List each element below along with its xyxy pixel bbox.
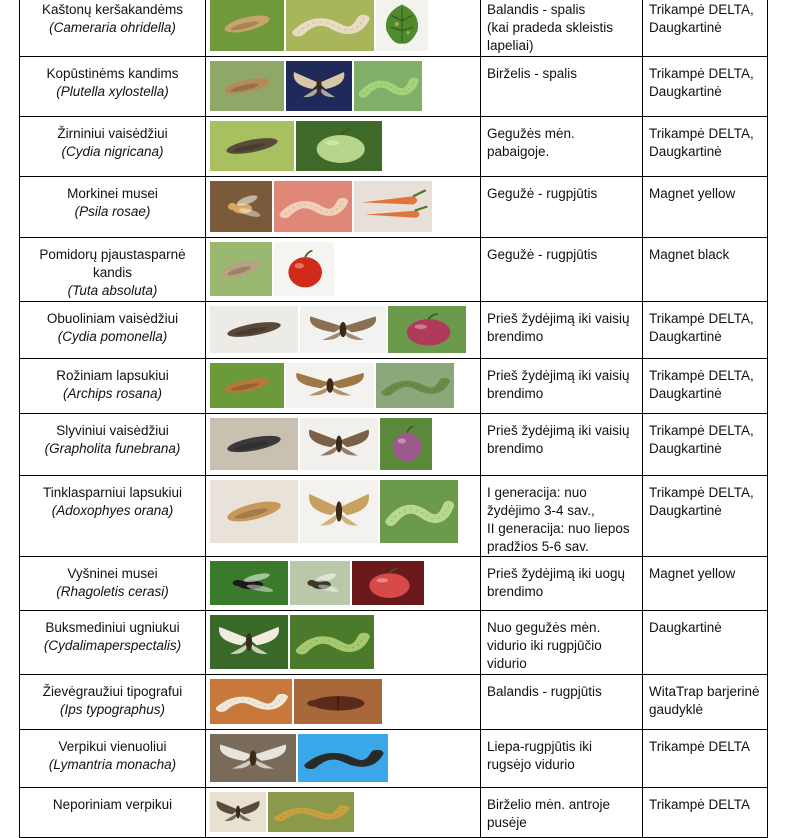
pest-photo-moth-spread <box>300 306 386 353</box>
photo-strip <box>210 121 478 171</box>
table-row <box>20 0 768 57</box>
pest-photo-moth <box>210 363 284 408</box>
table-body <box>20 0 768 838</box>
pest-trap-table <box>19 0 768 838</box>
pest-latin-name: (Cydia pomonella) <box>57 329 168 344</box>
pest-common-name: Kaštonų keršakandėms <box>41 2 184 17</box>
trapping-period: Prieš žydėjimą iki vaisių brendimo <box>481 414 643 476</box>
pest-photo-larva <box>268 792 354 832</box>
trapping-period: Balandis - spalis (kai pradeda skleistis lapeliai) <box>481 0 643 57</box>
photo-strip <box>210 561 478 605</box>
trap-type: Magnet yellow <box>643 557 768 611</box>
pest-name-cell <box>20 557 206 611</box>
trapping-period: Prieš žydėjimą iki uogų brendimo <box>481 557 643 611</box>
pest-latin-name: (Ips typographus) <box>59 702 166 717</box>
photo-strip <box>210 679 478 724</box>
pest-name-cell <box>20 117 206 177</box>
pest-photo-fruit <box>352 561 424 605</box>
pest-name-cell <box>20 675 206 730</box>
pest-common-name: Neporiniam verpikui <box>52 797 173 812</box>
pest-photos-cell <box>206 788 481 838</box>
table-row <box>20 730 768 788</box>
pest-common-name: Vyšninei musei <box>67 566 158 581</box>
pest-photo-moth <box>210 61 284 111</box>
pest-latin-name: (Grapholita funebrana) <box>44 441 181 456</box>
trap-type: Trikampė DELTA, Daugkartinė <box>643 0 768 57</box>
table-row <box>20 117 768 177</box>
pest-latin-name: (Archips rosana) <box>62 386 163 401</box>
trap-type: Trikampė DELTA <box>643 730 768 788</box>
table-row <box>20 788 768 838</box>
trapping-period: Gegužė - rugpjūtis <box>481 177 643 238</box>
photo-strip <box>210 734 478 782</box>
pest-common-name: Pomidorų pjaustasparnė kandis <box>39 247 186 280</box>
pest-photos-cell <box>206 238 481 302</box>
pest-name-cell <box>20 476 206 557</box>
pest-photo-moth-spread <box>210 792 266 832</box>
pest-name-cell <box>20 730 206 788</box>
trapping-period: Prieš žydėjimą iki vaisių brendimo <box>481 359 643 414</box>
photo-strip <box>210 306 478 353</box>
pest-photo-moth-spread <box>286 61 352 111</box>
photo-strip <box>210 615 478 669</box>
table-row <box>20 359 768 414</box>
pest-photo-moth-spread <box>210 615 288 669</box>
trap-type: Trikampė DELTA, Daugkartinė <box>643 57 768 117</box>
trap-type: Trikampė DELTA, Daugkartinė <box>643 359 768 414</box>
pest-photos-cell <box>206 302 481 359</box>
pest-photos-cell <box>206 177 481 238</box>
table-row <box>20 557 768 611</box>
pest-photo-larva <box>286 0 374 51</box>
table-row <box>20 177 768 238</box>
pest-common-name: Kopūstinėms kandims <box>46 66 179 81</box>
table-row <box>20 476 768 557</box>
pest-latin-name: (Plutella xylostella) <box>56 84 169 99</box>
trapping-period: Prieš žydėjimą iki vaisių brendimo <box>481 302 643 359</box>
pest-name-cell <box>20 177 206 238</box>
pest-latin-name: (Cameraria ohridella) <box>49 20 176 35</box>
trapping-period: Balandis - rugpjūtis <box>481 675 643 730</box>
pest-photos-cell <box>206 359 481 414</box>
pest-photo-larva <box>354 61 422 111</box>
pest-photo-fly <box>210 181 272 232</box>
pest-photos-cell <box>206 730 481 788</box>
photo-strip <box>210 181 478 232</box>
pest-photo-moth-spread <box>210 734 296 782</box>
trap-type: Trikampė DELTA, Daugkartinė <box>643 414 768 476</box>
pest-latin-name: (Cydalimaperspectalis) <box>43 638 182 653</box>
pest-photo-larva <box>290 615 374 669</box>
pest-photo-fly <box>290 561 350 605</box>
pest-photo-moth <box>210 0 284 51</box>
table-row <box>20 675 768 730</box>
pest-photo-fruit <box>380 418 432 470</box>
pest-latin-name: (Lymantria monacha) <box>48 757 177 772</box>
pest-photos-cell <box>206 57 481 117</box>
trapping-period: Birželis - spalis <box>481 57 643 117</box>
pest-photo-fruit <box>274 242 334 296</box>
pest-name-cell <box>20 611 206 675</box>
pest-name-cell <box>20 788 206 838</box>
pest-photo-leaf <box>376 0 428 51</box>
pest-common-name: Slyviniui vaisėdžiui <box>56 423 169 438</box>
table-row <box>20 611 768 675</box>
pest-common-name: Buksmediniui ugniukui <box>45 620 180 635</box>
pest-photo-fruit <box>296 121 382 171</box>
trap-type: Trikampė DELTA, Daugkartinė <box>643 117 768 177</box>
pest-photo-larva <box>298 734 388 782</box>
pest-photos-cell <box>206 557 481 611</box>
pest-common-name: Rožiniam lapsukiui <box>56 368 169 383</box>
pest-name-cell <box>20 359 206 414</box>
trap-type: Magnet black <box>643 238 768 302</box>
pest-latin-name: (Adoxophyes orana) <box>51 503 174 518</box>
trapping-period: Nuo gegužės mėn. vidurio iki rugpjūčio vidurio <box>481 611 643 675</box>
pest-name-cell <box>20 57 206 117</box>
pest-latin-name: (Psila rosae) <box>74 204 151 219</box>
pest-photo-larva <box>376 363 454 408</box>
pest-photo-moth-spread <box>300 480 378 543</box>
photo-strip <box>210 418 478 470</box>
trap-type: Trikampė DELTA <box>643 788 768 838</box>
pest-photos-cell <box>206 117 481 177</box>
table-row <box>20 57 768 117</box>
pest-photos-cell <box>206 414 481 476</box>
pest-photo-moth-spread <box>286 363 374 408</box>
pest-common-name: Verpikui vienuoliui <box>58 739 167 754</box>
pest-photo-moth <box>210 480 298 543</box>
photo-strip <box>210 792 478 832</box>
trapping-period: Gegužė - rugpjūtis <box>481 238 643 302</box>
photo-strip <box>210 363 478 408</box>
pest-photos-cell <box>206 611 481 675</box>
photo-strip <box>210 0 478 51</box>
trapping-period: Liepa-rugpjūtis iki rugsėjo vidurio <box>481 730 643 788</box>
pest-latin-name: (Tuta absoluta) <box>67 283 158 298</box>
pest-name-cell <box>20 414 206 476</box>
pest-photo-beetle <box>294 679 382 724</box>
pest-photo-larva <box>274 181 352 232</box>
trapping-period: Gegužės mėn. pabaigoje. <box>481 117 643 177</box>
pest-photo-larva <box>210 679 292 724</box>
pest-latin-name: (Cydia nigricana) <box>61 144 164 159</box>
pest-photo-moth-spread <box>300 418 378 470</box>
pest-common-name: Morkinei musei <box>67 186 158 201</box>
pest-photo-carrot <box>354 181 432 232</box>
trapping-period: I generacija: nuo žydėjimo 3-4 sav., II generacija: nuo liepos pradžios 5-6 sav. <box>481 476 643 557</box>
pest-common-name: Obuoliniam vaisėdžiui <box>46 311 179 326</box>
photo-strip <box>210 61 478 111</box>
trap-type: Trikampė DELTA, Daugkartinė <box>643 302 768 359</box>
pest-photo-moth <box>210 418 298 470</box>
pest-photo-larva <box>380 480 458 543</box>
trap-type: Daugkartinė <box>643 611 768 675</box>
table-row <box>20 238 768 302</box>
pest-photo-moth <box>210 121 294 171</box>
table-row <box>20 414 768 476</box>
pest-photo-fruit <box>388 306 466 353</box>
trapping-period: Birželio mėn. antroje pusėje <box>481 788 643 838</box>
pest-name-cell <box>20 238 206 302</box>
photo-strip <box>210 480 478 543</box>
pest-common-name: Žievėgraužiui tipografui <box>42 684 183 699</box>
pest-common-name: Žirniniui vaisėdžiui <box>57 126 168 141</box>
pest-photos-cell <box>206 0 481 57</box>
pest-photo-fly <box>210 561 288 605</box>
trap-type: WitaTrap barjerinė gaudyklė <box>643 675 768 730</box>
table-row <box>20 302 768 359</box>
pest-photo-moth <box>210 242 272 296</box>
pest-photos-cell <box>206 675 481 730</box>
photo-strip <box>210 242 478 296</box>
pest-name-cell <box>20 0 206 57</box>
trap-type: Magnet yellow <box>643 177 768 238</box>
pest-name-cell <box>20 302 206 359</box>
trap-type: Trikampė DELTA, Daugkartinė <box>643 476 768 557</box>
pest-photo-moth <box>210 306 298 353</box>
pest-common-name: Tinklasparniui lapsukiui <box>42 485 183 500</box>
pest-latin-name: (Rhagoletis cerasi) <box>56 584 169 599</box>
pest-photos-cell <box>206 476 481 557</box>
